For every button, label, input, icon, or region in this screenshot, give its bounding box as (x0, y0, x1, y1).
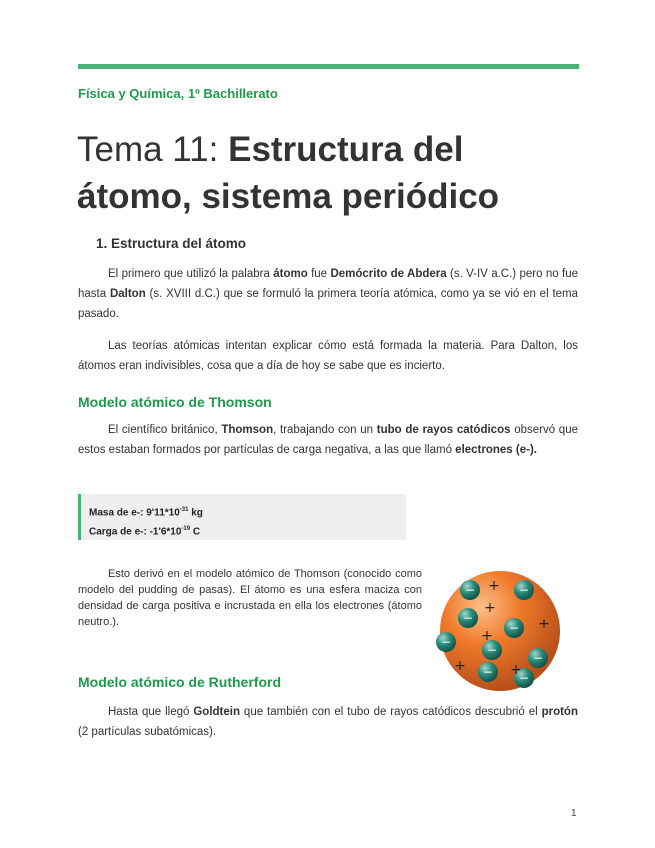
heading-thomson: Modelo atómico de Thomson (78, 394, 272, 410)
electron-8 (478, 662, 498, 682)
paragraph-thomson-model: Esto derivó en el modelo atómico de Thomson (conocido como modelo del pudding de pasas). El átomo es una esfera maciza con densidad de carga positiva e incrustada en ella los electrones (átomo neutro.). (78, 568, 422, 628)
svg-text:−: − (482, 665, 494, 679)
electron-1 (460, 580, 480, 600)
svg-text:−: − (464, 583, 476, 597)
svg-text:−: − (440, 635, 452, 649)
paragraph-rutherford: Hasta que llegó Goldtein que también con el tubo de rayos catódicos descubrió el protón (2 partículas subatómicas). (78, 706, 578, 738)
svg-text:+: + (484, 600, 496, 616)
course-label: Física y Química, 1º Bachillerato (78, 86, 278, 101)
title-prefix: Tema 11: (77, 130, 229, 169)
electron-7 (528, 648, 548, 668)
title-main: Estructura del átomo, sistema periódico (77, 130, 500, 216)
svg-text:−: − (532, 651, 544, 665)
page-number: 1 (571, 808, 577, 819)
electron-properties-box (78, 494, 406, 540)
svg-text:+: + (481, 628, 493, 644)
electron-4 (436, 632, 456, 652)
electron-charge: Carga de e-: $-1'6*10^{-19}$ C (89, 526, 201, 538)
paragraph-thomson: El científico británico, Thomson, trabajando con un tubo de rayos catódicos observó que estos estaban formados por partículas de carga negativa, a las que llamó electrones (e-). (78, 424, 578, 456)
svg-text:−: − (462, 611, 474, 625)
svg-text:+: + (488, 578, 500, 594)
electron-3 (458, 608, 478, 628)
section-heading: 1. Estructura del átomo (96, 236, 247, 251)
electron-mass: Masa de e-: $9'11*10^{-31}$ kg (89, 507, 203, 519)
paragraph-intro: El primero que utilizó la palabra átomo fue Demócrito de Abdera (s. V-IV a.C.) pero no fue hasta Dalton (s. XVIII d.C.) que se formuló la primera teoría atómica, como ya se vió en el tema pasado. (78, 268, 579, 320)
svg-text:+: + (510, 662, 522, 678)
svg-text:−: − (486, 643, 498, 657)
electron-2 (514, 580, 534, 600)
electron-5 (504, 618, 524, 638)
svg-text:+: + (538, 616, 550, 632)
svg-text:−: − (508, 621, 520, 635)
thomson-atom-illustration (432, 562, 568, 700)
svg-text:+: + (454, 658, 466, 674)
page-title (77, 126, 577, 220)
heading-rutherford: Modelo atómico de Rutherford (78, 674, 281, 690)
svg-text:−: − (518, 671, 530, 685)
paragraph-theories: Las teorías atómicas intentan explicar cómo está formada la materia. Para Dalton, los átomos eran indivisibles, cosa que a día de hoy se sabe que es incierto. (78, 340, 578, 372)
svg-text:−: − (518, 583, 530, 597)
header-accent-bar (78, 64, 579, 69)
